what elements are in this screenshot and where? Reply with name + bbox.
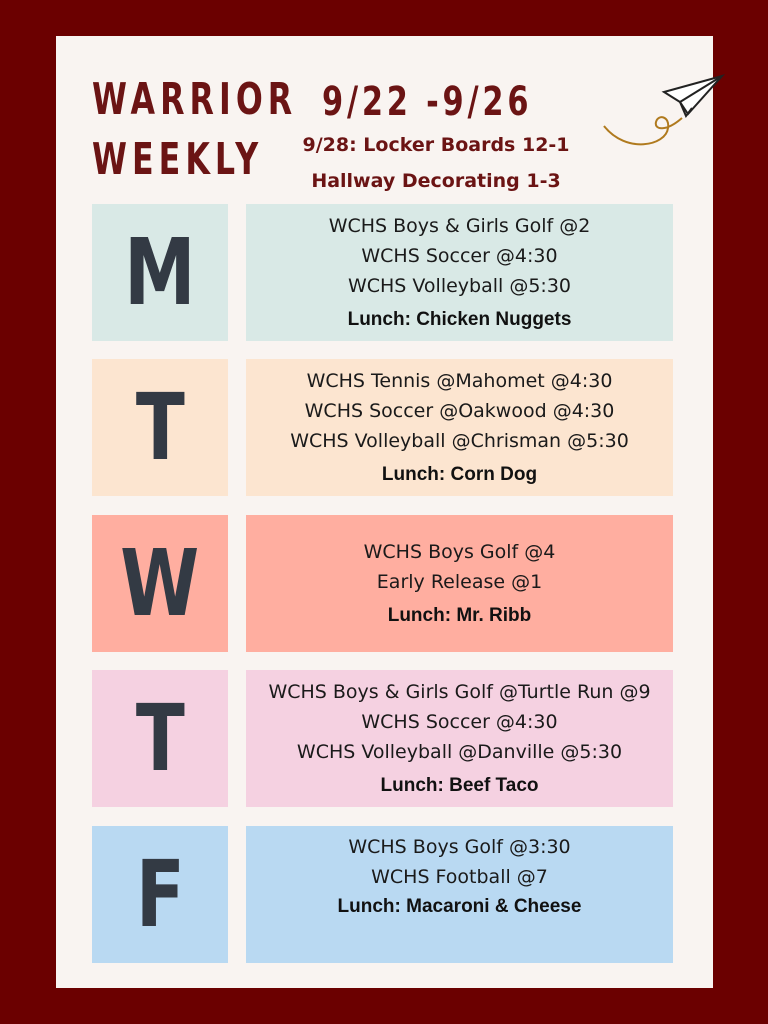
day-letter: M bbox=[124, 218, 196, 326]
lunch-menu: Lunch: Macaroni & Cheese bbox=[337, 896, 582, 917]
day-letter: T bbox=[135, 684, 185, 792]
title-warrior: WARRIOR bbox=[92, 74, 298, 125]
day-events bbox=[246, 670, 673, 807]
lunch-menu: Lunch: Mr. Ribb bbox=[387, 604, 532, 626]
day-letter-box bbox=[92, 204, 228, 341]
day-letter-box bbox=[92, 359, 228, 496]
event-item: Early Release @1 bbox=[376, 570, 543, 593]
event-item: WCHS Volleyball @Chrisman @5:30 bbox=[290, 429, 629, 452]
event-item: WCHS Volleyball @Danville @5:30 bbox=[296, 740, 623, 763]
day-row-tuesday bbox=[56, 359, 713, 496]
day-letter-box bbox=[92, 670, 228, 807]
day-row-thursday bbox=[56, 670, 713, 807]
lunch-menu: Lunch: Chicken Nuggets bbox=[347, 308, 572, 330]
event-item: WCHS Soccer @4:30 bbox=[361, 244, 558, 267]
day-letter-box bbox=[92, 826, 228, 963]
event-item: WCHS Boys & Girls Golf @2 bbox=[328, 214, 591, 237]
day-letter: T bbox=[135, 373, 185, 481]
day-row-wednesday bbox=[56, 515, 713, 652]
day-events bbox=[246, 204, 673, 341]
day-letter: W bbox=[120, 529, 200, 637]
title-weekly: WEEKLY bbox=[92, 134, 264, 185]
event-item: WCHS Football @7 bbox=[371, 866, 548, 888]
event-item: WCHS Tennis @Mahomet @4:30 bbox=[306, 369, 613, 392]
lunch-menu: Lunch: Corn Dog bbox=[381, 463, 538, 485]
lunch-menu: Lunch: Beef Taco bbox=[380, 774, 539, 796]
event-item: WCHS Soccer @Oakwood @4:30 bbox=[304, 399, 615, 422]
day-events bbox=[246, 359, 673, 496]
event-item: WCHS Boys Golf @4 bbox=[363, 540, 556, 563]
event-item: WCHS Soccer @4:30 bbox=[361, 710, 558, 733]
day-letter-box bbox=[92, 515, 228, 652]
event-item: WCHS Volleyball @5:30 bbox=[347, 274, 572, 297]
event-item: WCHS Boys Golf @3:30 bbox=[348, 836, 571, 858]
day-row-monday bbox=[56, 204, 713, 341]
day-events bbox=[246, 515, 673, 652]
day-letter: F bbox=[135, 840, 185, 948]
weekly-flyer bbox=[56, 36, 713, 988]
note-hallway-decorating: Hallway Decorating 1-3 bbox=[311, 170, 561, 192]
note-locker-boards: 9/28: Locker Boards 12-1 bbox=[302, 134, 570, 156]
event-item: WCHS Boys & Girls Golf @Turtle Run @9 bbox=[268, 680, 651, 703]
week-dates: 9/22 -9/26 bbox=[322, 79, 533, 125]
day-row-friday bbox=[56, 826, 713, 963]
paper-airplane-icon bbox=[596, 54, 726, 154]
day-events bbox=[246, 826, 673, 963]
